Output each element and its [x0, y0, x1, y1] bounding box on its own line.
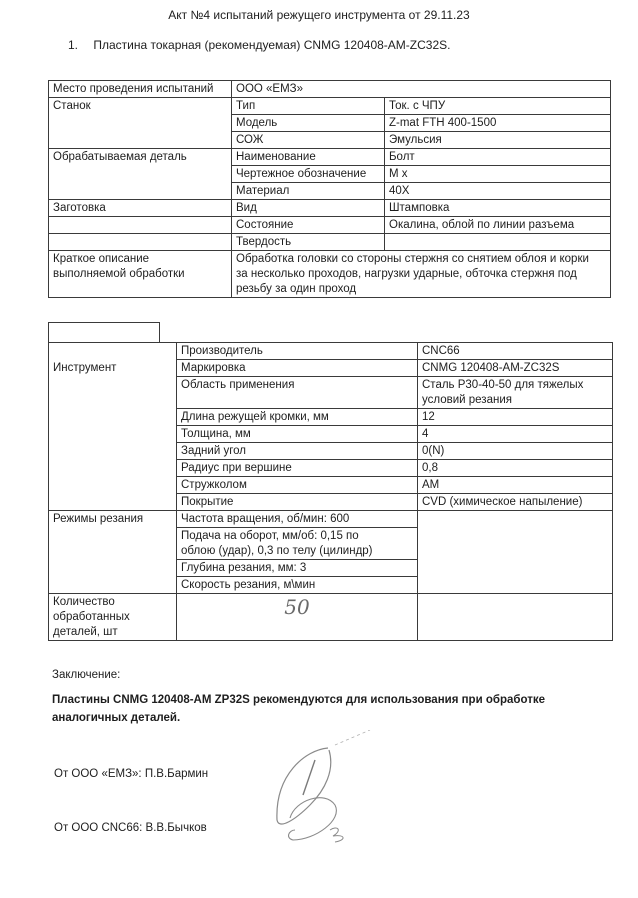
blank-value	[385, 234, 611, 251]
blank-key: Твердость	[232, 234, 385, 251]
document-title: Акт №4 испытаний режущего инструмента от 29.11.23	[168, 8, 470, 22]
signatory-cnc66: От ООО CNC66: В.В.Бычков	[54, 822, 207, 834]
blank-label: Заготовка	[49, 200, 232, 217]
item-heading	[68, 38, 450, 52]
tool-value: CVD (химическое напыление)	[418, 494, 613, 511]
tool-key: Покрытие	[177, 494, 418, 511]
tool-label-cell	[49, 343, 177, 511]
blank-empty-cell	[49, 234, 232, 251]
table-row	[49, 251, 611, 298]
tool-key: Длина режущей кромки, мм	[177, 409, 418, 426]
tool-value: 4	[418, 426, 613, 443]
item-number: 1.	[68, 38, 79, 52]
mode-item: Частота вращения, об/мин: 600	[177, 511, 418, 528]
tool-key: Производитель	[177, 343, 418, 360]
table-row	[49, 234, 611, 251]
empty-header-box	[48, 322, 160, 343]
mode-item: Подача на оборот, мм/об: 0,15 по облою (удар), 0,3 по телу (цилиндр)	[177, 528, 418, 560]
mode-item: Скорость резания, м\мин	[177, 577, 418, 594]
tool-key: Толщина, мм	[177, 426, 418, 443]
table-row	[49, 511, 613, 528]
machine-key: Тип	[232, 98, 385, 115]
tool-key: Радиус при вершине	[177, 460, 418, 477]
modes-empty-cell	[418, 511, 613, 594]
tool-value: CNMG 120408-AM-ZC32S	[418, 360, 613, 377]
count-value: 50	[177, 594, 418, 641]
tool-table	[48, 342, 613, 641]
tool-key: Маркировка	[177, 360, 418, 377]
tool-label: Инструмент	[53, 362, 117, 374]
table-row	[49, 343, 613, 360]
count-label: Количество обработанных деталей, шт	[49, 594, 177, 641]
count-empty-cell	[418, 594, 613, 641]
part-key: Чертежное обозначение	[232, 166, 385, 183]
blank-value: Окалина, облой по линии разъема	[385, 217, 611, 234]
part-value: М х	[385, 166, 611, 183]
desc-label: Краткое описание выполняемой обработки	[49, 251, 232, 298]
tool-value: Сталь Р30-40-50 для тяжелых условий резания	[418, 377, 613, 409]
machine-key: Модель	[232, 115, 385, 132]
blank-value: Штамповка	[385, 200, 611, 217]
tool-key: Стружколом	[177, 477, 418, 494]
tool-key: Область применения	[177, 377, 418, 409]
machine-value: Эмульсия	[385, 132, 611, 149]
table-row	[49, 81, 611, 98]
tool-key: Задний угол	[177, 443, 418, 460]
conclusion-text: Пластины CNMG 120408-AM ZP32S рекомендуются для использования при обработке аналогичных деталей.	[52, 694, 546, 724]
part-value: 40Х	[385, 183, 611, 200]
modes-label: Режимы резания	[49, 511, 177, 594]
tool-value: CNC66	[418, 343, 613, 360]
tool-value: 12	[418, 409, 613, 426]
table-row	[49, 149, 611, 166]
machine-label: Станок	[49, 98, 232, 149]
table-row	[49, 594, 613, 641]
machine-value: Z-mat FTH 400-1500	[385, 115, 611, 132]
part-label: Обрабатываемая деталь	[49, 149, 232, 200]
signatory-emz: От ООО «ЕМЗ»: П.В.Бармин	[54, 768, 209, 780]
place-value: ООО «ЕМЗ»	[232, 81, 611, 98]
table-row	[49, 200, 611, 217]
tool-value: 0,8	[418, 460, 613, 477]
test-conditions-table	[48, 80, 611, 298]
mode-item: Глубина резания, мм: 3	[177, 560, 418, 577]
part-key: Наименование	[232, 149, 385, 166]
blank-key: Вид	[232, 200, 385, 217]
blank-key: Состояние	[232, 217, 385, 234]
part-key: Материал	[232, 183, 385, 200]
item-text: Пластина токарная (рекомендуемая) CNMG 120408-AM-ZC32S.	[93, 38, 451, 52]
tool-value: AM	[418, 477, 613, 494]
part-value: Болт	[385, 149, 611, 166]
table-row	[49, 98, 611, 115]
place-label: Место проведения испытаний	[49, 81, 232, 98]
machine-value: Ток. с ЧПУ	[385, 98, 611, 115]
tool-value: 0(N)	[418, 443, 613, 460]
conclusion-label: Заключение:	[52, 669, 121, 681]
handwritten-signature-icon	[255, 730, 375, 850]
table-row	[49, 217, 611, 234]
blank-empty-cell	[49, 217, 232, 234]
desc-value: Обработка головки со стороны стержня со снятием облоя и корки за несколько проходов, нагрузки ударные, обточка стержня под резьбу за один проход	[232, 251, 611, 298]
machine-key: СОЖ	[232, 132, 385, 149]
